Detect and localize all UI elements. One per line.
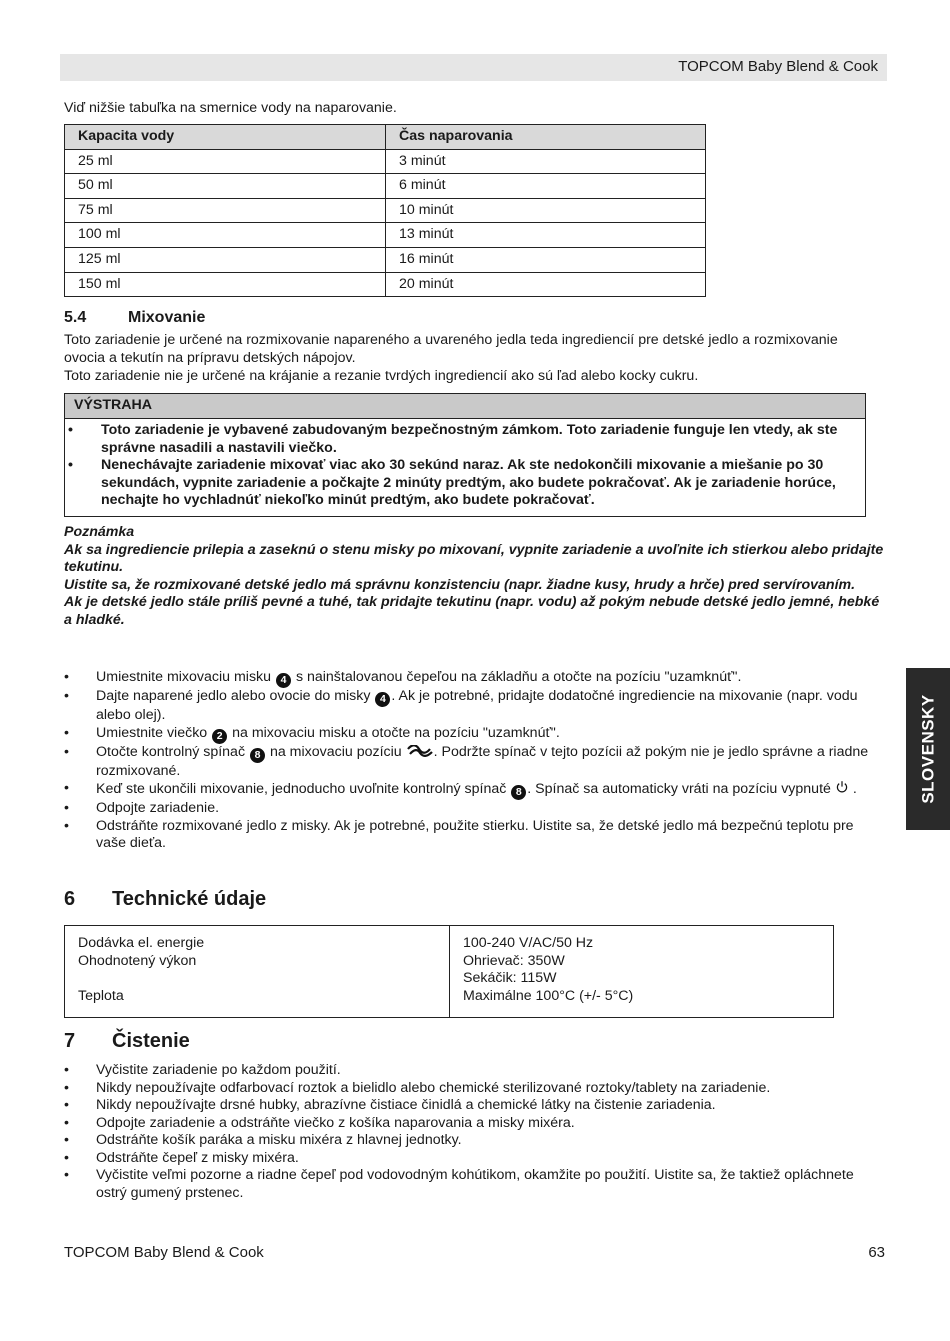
- bullet: •: [64, 1167, 69, 1183]
- list-item-text: Toto zariadenie je vybavené zabudovaným bezpečnostným zámkom. Toto zariadenie funguje len vtedy, ak ste správne nasadili a nastavili viečko.: [101, 422, 838, 456]
- table-cell: 20 minút: [386, 272, 706, 297]
- step-text: s nainštalovanou čepeľou na základňu a otočte na pozíciu "uzamknúť".: [295, 669, 742, 685]
- bullet: •: [64, 1062, 69, 1078]
- spec-value: Ohrievač: 350W: [463, 952, 565, 969]
- list-item: [64, 1115, 874, 1133]
- list-item: [64, 1167, 874, 1202]
- list-item: [64, 1150, 874, 1168]
- table-cell: 150 ml: [65, 272, 386, 297]
- note-line: Ak je detské jedlo stále príliš pevné a tuhé, tak pridajte tekutinu (napr. vodu) až pokým nebude detské jedlo jemné, hebké a hladké.: [64, 594, 880, 628]
- list-item: [65, 422, 859, 457]
- paragraph: Toto zariadenie je určené na rozmixovanie napareného a uvareného jedla teda ingrediencií pre detské jedlo a rozmixovanie ovocia a tekutín na prípravu detských nápojov.: [64, 332, 838, 366]
- step-text: na mixovaciu misku a otočte na pozíciu "uzamknúť".: [232, 724, 560, 741]
- spec-labels-cell: [65, 926, 450, 1018]
- step-text: na mixovaciu pozíciu: [269, 743, 402, 760]
- table-row: [65, 174, 706, 199]
- bullet: •: [64, 817, 69, 834]
- table-cell: 75 ml: [65, 198, 386, 223]
- bullet: •: [64, 688, 69, 704]
- bullet: •: [64, 1149, 69, 1166]
- list-item: [64, 688, 874, 725]
- list-item-text: Nenechávajte zariadenie mixovať viac ako 30 sekúnd naraz. Ak ste nedokončili mixovanie a miešanie po 30 sekundách, vypnite zariadenie a počkajte 2 minúty predtým, ako budete pokračovať. Ak je zariadenie horúce, nechajte ho vychladnúť niekoľko minút predtým, ako budete pokračovať.: [101, 457, 836, 508]
- list-item: [64, 1097, 874, 1115]
- list-item-text: Odstráňte čepeľ z misky mixéra.: [96, 1149, 299, 1166]
- table-header-row: [65, 125, 706, 150]
- table-cell: 125 ml: [65, 247, 386, 272]
- spec-label: Dodávka el. energie: [78, 935, 205, 951]
- page-number: 63: [868, 1244, 885, 1261]
- bullet: •: [64, 724, 69, 741]
- language-label: SLOVENSKY: [918, 694, 938, 804]
- list-item: [64, 780, 874, 800]
- note-line: Ak sa ingrediencie prilepia a zaseknú o stenu misky po mixovaní, vypnite zariadenie a uvoľnite ich stierkou alebo pridajte tekutinu.: [64, 541, 884, 575]
- list-item-text: Nikdy nepoužívajte odfarbovací roztok a bielidlo alebo chemické sterilizované roztoky/tablety na zariadenie.: [96, 1079, 771, 1096]
- cleaning-list: [64, 1062, 874, 1202]
- note-title: Poznámka: [64, 524, 135, 540]
- bullet: •: [64, 800, 69, 816]
- table-row: [65, 247, 706, 272]
- bullet: •: [64, 1097, 69, 1113]
- mixing-steps-list: [64, 669, 874, 853]
- bullet: •: [64, 1114, 69, 1131]
- table-cell: 25 ml: [65, 149, 386, 174]
- step-text: . Podržte spínač v tejto pozícii až pokým nie je jedlo správne a riadne rozmixované.: [96, 743, 869, 779]
- intro-text: Viď nižšie tabuľka na smernice vody na naparovanie.: [64, 100, 397, 116]
- table-cell: 13 minút: [386, 223, 706, 248]
- list-item: [64, 1062, 874, 1080]
- list-item-text: Odpojte zariadenie a odstráňte viečko z košíka naparovania a misky mixéra.: [96, 1114, 575, 1131]
- table-cell: 16 minút: [386, 247, 706, 272]
- section-title: Technické údaje: [112, 888, 267, 910]
- bullet: •: [64, 669, 69, 685]
- warning-title: VÝSTRAHA: [65, 394, 865, 419]
- bullet: •: [64, 1079, 69, 1096]
- spec-value: Maximálne 100°C (+/- 5°C): [463, 987, 634, 1004]
- number-8-icon: 8: [511, 785, 526, 800]
- section-title: Čistenie: [112, 1030, 190, 1052]
- blend-mode-icon: [406, 744, 434, 760]
- step-text: Keď ste ukončili mixovanie, jednoducho uvoľnite kontrolný spínač: [96, 781, 507, 797]
- number-4-icon: 4: [375, 692, 390, 707]
- spec-label: Teplota: [78, 987, 124, 1004]
- language-side-tab: [906, 668, 950, 830]
- table-cell: 10 minút: [386, 198, 706, 223]
- list-item-text: Vyčistite veľmi pozorne a riadne čepeľ pod vodovodným kohútikom, okamžite po použití. Uistite sa, že taktiež opláchnete ostrý gumený prstenec.: [96, 1167, 854, 1201]
- section-number: 6: [64, 888, 76, 910]
- section-title: Mixovanie: [128, 309, 206, 326]
- list-item: [64, 818, 874, 853]
- step-text: . Ak je potrebné, pridajte dodatočné ingrediencie na mixovanie (napr. vodu alebo olej).: [96, 688, 858, 723]
- list-item: [64, 725, 874, 744]
- list-item: [65, 457, 859, 510]
- step-text: Odpojte zariadenie.: [96, 800, 220, 816]
- spec-label: Ohodnotený výkon: [78, 952, 197, 969]
- note-line: Uistite sa, že rozmixované detské jedlo má správnu konzistenciu (napr. žiadne kusy, hrudy a hrče) pred servírovaním.: [64, 576, 856, 593]
- steam-table: [64, 124, 706, 297]
- list-item-text: Vyčistite zariadenie po každom použití.: [96, 1062, 341, 1078]
- table-row: [65, 198, 706, 223]
- spec-value: 100-240 V/AC/50 Hz: [463, 935, 594, 951]
- table-row: [65, 272, 706, 297]
- number-8-icon: 8: [250, 748, 265, 763]
- table-header-cell: Čas naparovania: [386, 125, 706, 150]
- list-item: [64, 1080, 874, 1098]
- spec-value: Sekáčik: 115W: [463, 970, 557, 986]
- table-row: [65, 149, 706, 174]
- table-cell: 100 ml: [65, 223, 386, 248]
- power-off-icon: [835, 781, 849, 797]
- warning-list: [65, 422, 865, 510]
- number-4-icon: 4: [276, 673, 291, 688]
- warning-box: [64, 393, 866, 517]
- table-row: [65, 223, 706, 248]
- step-text: Otočte kontrolný spínač: [96, 743, 246, 760]
- step-text: Dajte naparené jedlo alebo ovocie do misky: [96, 688, 371, 704]
- list-item-text: Nikdy nepoužívajte drsné hubky, abrazívne čistiace činidlá a chemické látky na čistenie zariadenia.: [96, 1097, 716, 1113]
- bullet: •: [64, 780, 69, 796]
- table-cell: 3 minút: [386, 149, 706, 174]
- section-number: 5.4: [64, 309, 87, 326]
- spec-label: [78, 970, 436, 988]
- table-header-cell: Kapacita vody: [65, 125, 386, 150]
- bullet: •: [68, 457, 73, 473]
- footer-title: TOPCOM Baby Blend & Cook: [64, 1244, 264, 1261]
- list-item: [64, 669, 874, 688]
- paragraph: Toto zariadenie nie je určené na krájanie a rezanie tvrdých ingrediencií ako sú ľad alebo kocky cukru.: [64, 368, 699, 384]
- table-cell: 6 minút: [386, 174, 706, 199]
- table-cell: 50 ml: [65, 174, 386, 199]
- note-block: [64, 524, 884, 629]
- step-text: . Spínač sa automaticky vráti na pozíciu vypnuté: [527, 781, 831, 797]
- section-number: 7: [64, 1030, 76, 1052]
- step-text: Umiestnite viečko: [96, 724, 208, 741]
- bullet: •: [64, 1132, 69, 1148]
- list-item: [64, 800, 874, 818]
- bullet: •: [64, 743, 69, 760]
- spec-values-cell: [450, 926, 834, 1018]
- step-text: .: [852, 781, 857, 797]
- list-item: [64, 744, 874, 781]
- number-2-icon: 2: [212, 729, 227, 744]
- step-text: Umiestnite mixovaciu misku: [96, 669, 272, 685]
- bullet: •: [68, 422, 73, 438]
- step-text: Odstráňte rozmixované jedlo z misky. Ak je potrebné, použite stierku. Uistite sa, že detské jedlo má bezpečnú teplotu pre vaše dieťa.: [96, 817, 854, 851]
- table-row: [65, 926, 834, 1018]
- list-item-text: Odstráňte košík paráka a misku mixéra z hlavnej jednotky.: [96, 1132, 462, 1148]
- tech-specs-table: [64, 925, 834, 1018]
- header-title: TOPCOM Baby Blend & Cook: [678, 58, 878, 75]
- list-item: [64, 1132, 874, 1150]
